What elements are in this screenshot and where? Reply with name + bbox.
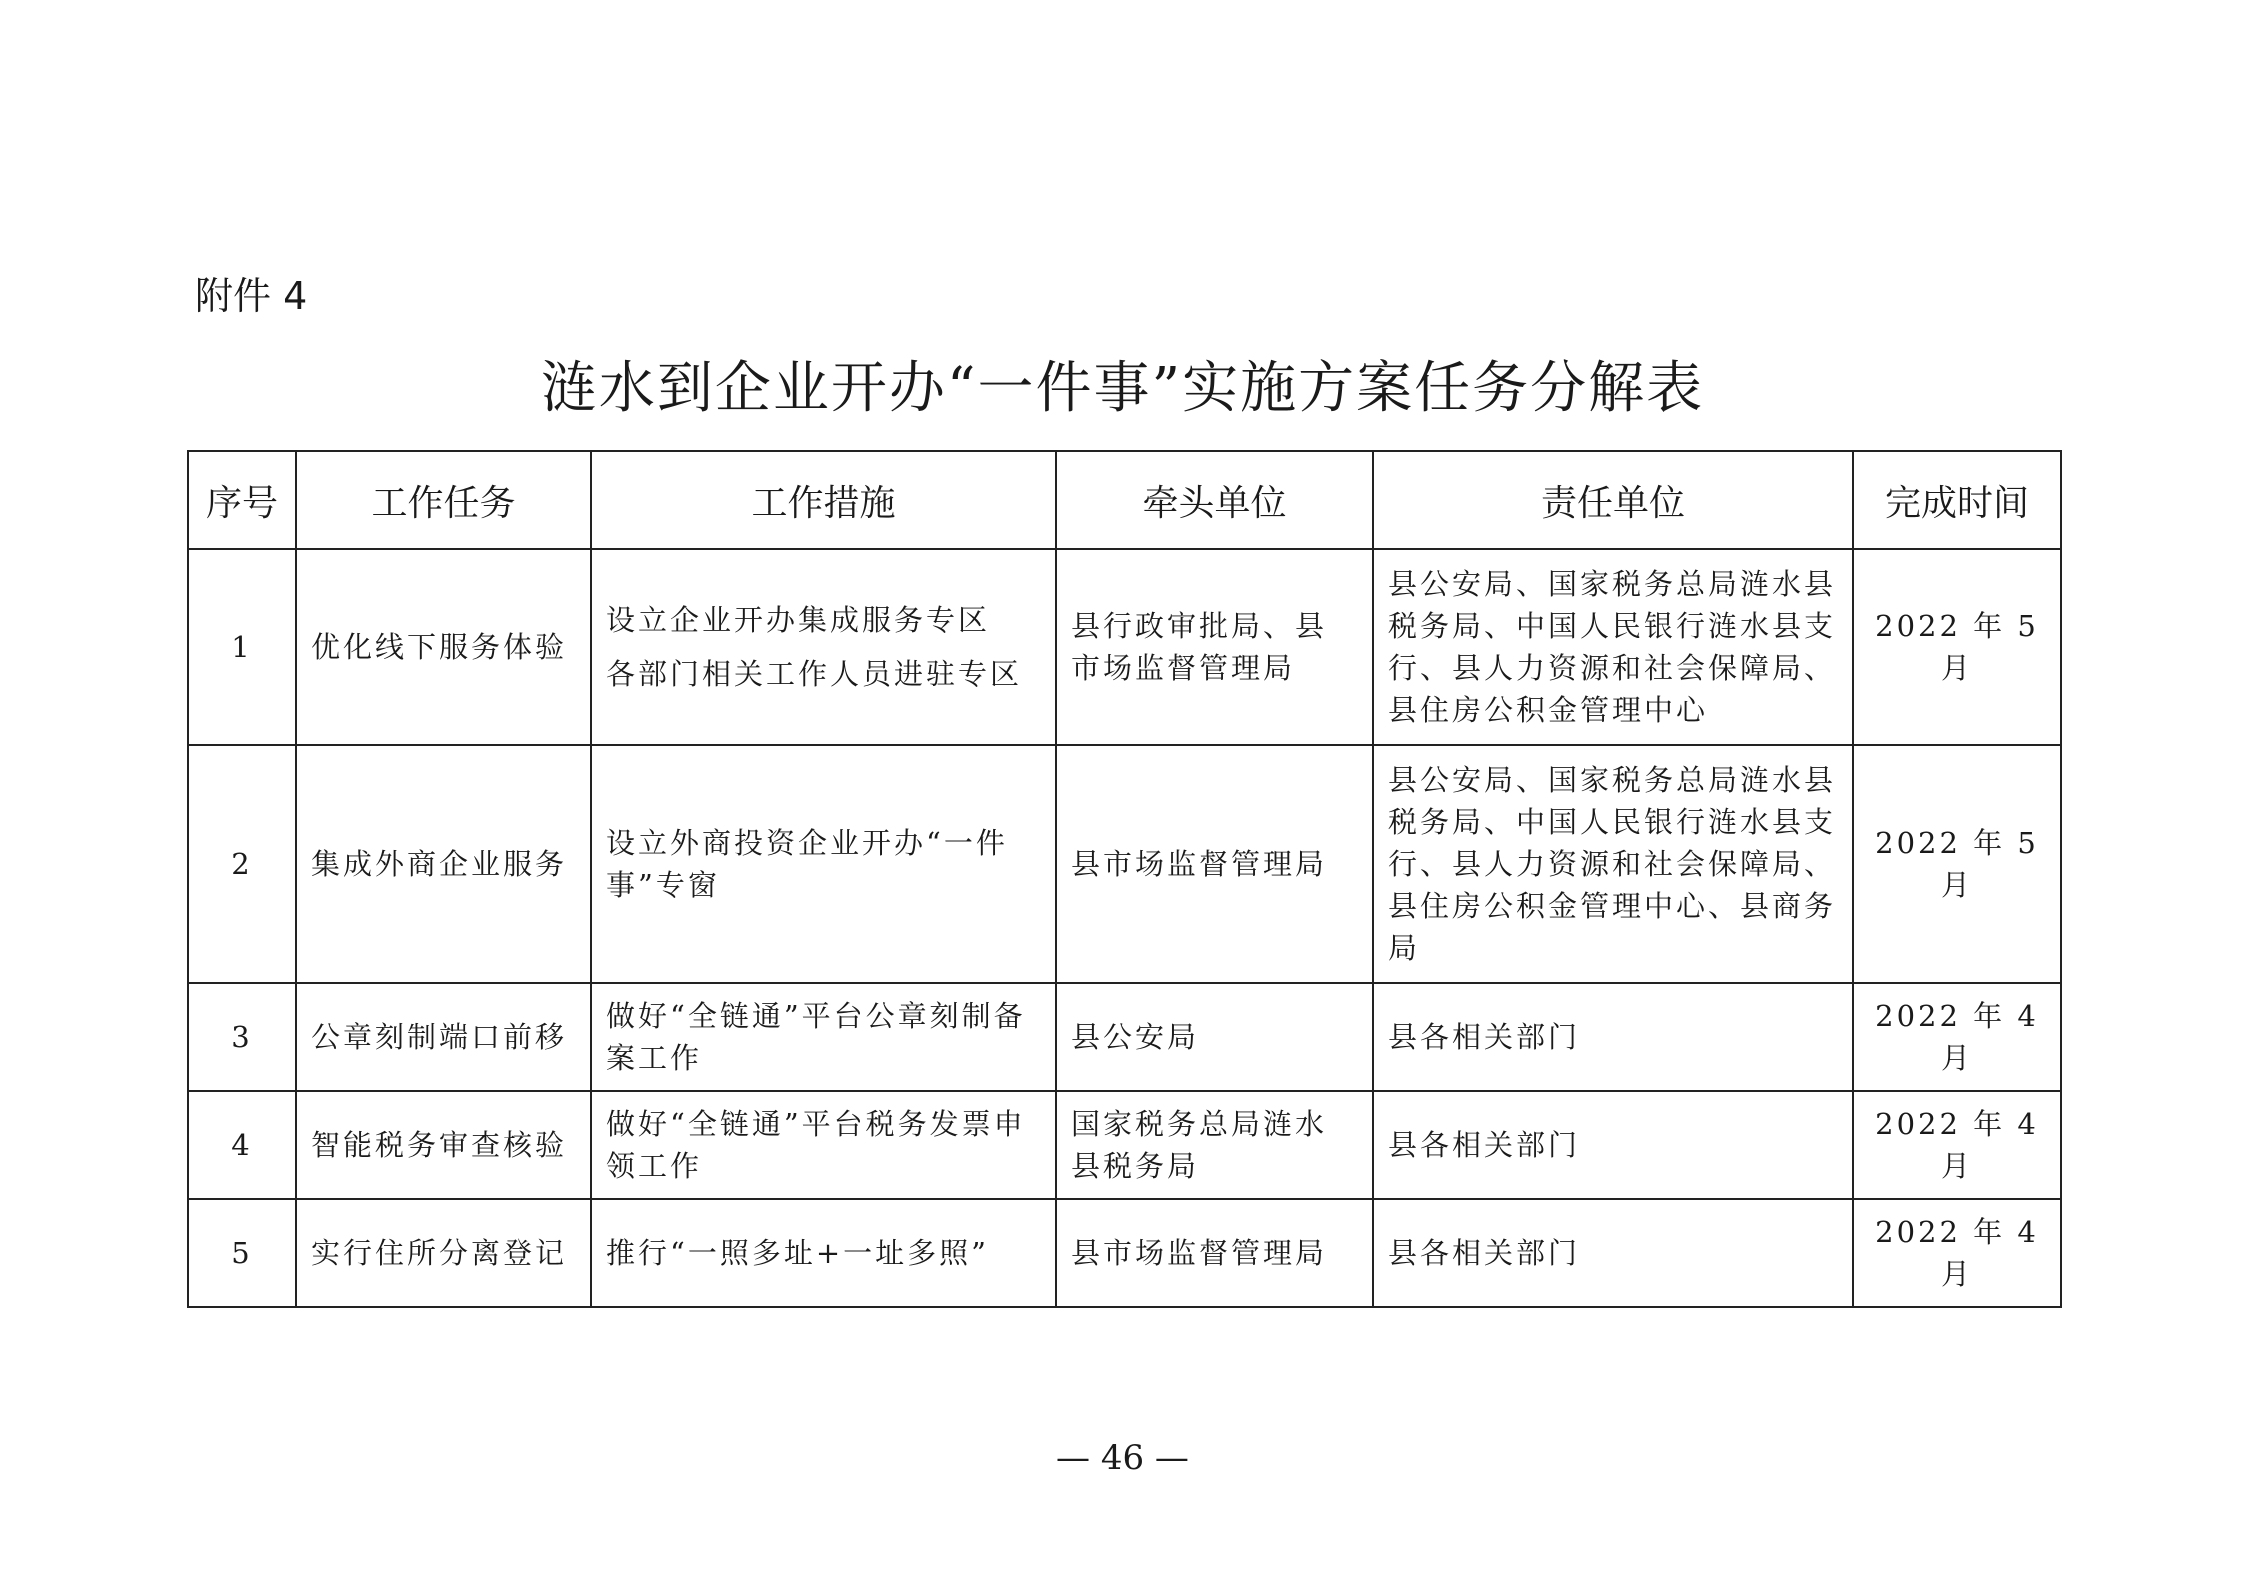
measure-line: 设立企业开办集成服务专区 (606, 603, 991, 637)
work-measures (591, 1199, 1056, 1307)
row-number: 1 (188, 549, 296, 745)
task-table (187, 450, 2062, 1308)
work-measures (591, 983, 1056, 1091)
work-measures (591, 549, 1056, 745)
lead-unit: 国家税务总局涟水县税务局 (1056, 1091, 1373, 1199)
deadline: 2022 年 4 月 (1853, 983, 2061, 1091)
lead-unit: 县行政审批局、县市场监督管理局 (1056, 549, 1373, 745)
responsible-unit: 县各相关部门 (1373, 1199, 1853, 1307)
table-header (188, 451, 2061, 549)
header-task: 工作任务 (296, 451, 591, 549)
document-title: 涟水到企业开办“一件事”实施方案任务分解表 (540, 356, 1705, 421)
lead-unit: 县公安局 (1056, 983, 1373, 1091)
page-number: — 46 — (1056, 1438, 1189, 1478)
row-number: 5 (188, 1199, 296, 1307)
work-task: 优化线下服务体验 (296, 549, 591, 745)
table-row (188, 745, 2061, 983)
header-responsible-unit: 责任单位 (1373, 451, 1853, 549)
row-number: 4 (188, 1091, 296, 1199)
lead-unit: 县市场监督管理局 (1056, 745, 1373, 983)
table-row (188, 983, 2061, 1091)
table-row (188, 1091, 2061, 1199)
table-row (188, 1199, 2061, 1307)
responsible-unit: 县公安局、国家税务总局涟水县税务局、中国人民银行涟水县支行、县人力资源和社会保障局、县住房公积金管理中心、县商务局 (1373, 745, 1853, 983)
work-measures (591, 1091, 1056, 1199)
responsible-unit: 县各相关部门 (1373, 983, 1853, 1091)
work-task: 实行住所分离登记 (296, 1199, 591, 1307)
header-no: 序号 (188, 451, 296, 549)
work-task: 公章刻制端口前移 (296, 983, 591, 1091)
measure-line: 推行“一照多址+一址多照” (606, 1236, 989, 1270)
work-measures (591, 745, 1056, 983)
measure-line: 做好“全链通”平台公章刻制备案工作 (606, 999, 1026, 1075)
header-measures: 工作措施 (591, 451, 1056, 549)
deadline: 2022 年 5 月 (1853, 549, 2061, 745)
lead-unit: 县市场监督管理局 (1056, 1199, 1373, 1307)
measure-line: 做好“全链通”平台税务发票申领工作 (606, 1107, 1026, 1183)
header-deadline: 完成时间 (1853, 451, 2061, 549)
measure-line: 设立外商投资企业开办“一件事”专窗 (606, 826, 1008, 902)
responsible-unit: 县公安局、国家税务总局涟水县税务局、中国人民银行涟水县支行、县人力资源和社会保障局、县住房公积金管理中心 (1373, 549, 1853, 745)
deadline: 2022 年 5 月 (1853, 745, 2061, 983)
header-row (188, 451, 2061, 549)
deadline: 2022 年 4 月 (1853, 1199, 2061, 1307)
header-lead-unit: 牵头单位 (1056, 451, 1373, 549)
row-number: 3 (188, 983, 296, 1091)
measure-line: 各部门相关工作人员进驻专区 (606, 657, 1023, 691)
work-task: 智能税务审查核验 (296, 1091, 591, 1199)
table-row (188, 549, 2061, 745)
table-body (188, 549, 2061, 1307)
attachment-label: 附件 4 (195, 274, 308, 318)
responsible-unit: 县各相关部门 (1373, 1091, 1853, 1199)
work-task: 集成外商企业服务 (296, 745, 591, 983)
deadline: 2022 年 4 月 (1853, 1091, 2061, 1199)
row-number: 2 (188, 745, 296, 983)
